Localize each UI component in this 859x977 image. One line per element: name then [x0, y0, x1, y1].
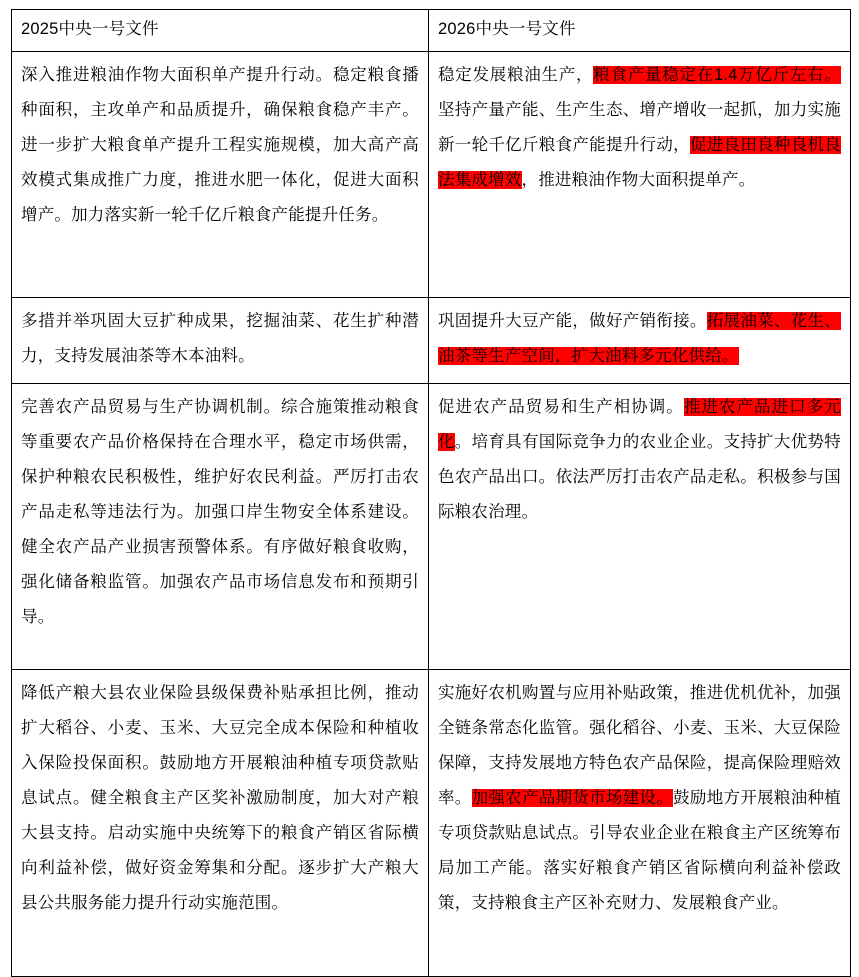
cell-2026-row-3: [429, 384, 851, 670]
table-body: [12, 52, 851, 977]
plain-text: ，推进粮油作物大面积提单产。: [521, 171, 756, 189]
plain-text: 坚持产量产能、生产生态、增产增收一起抓，加力实施新一轮千亿斤粮食产能提升行动，: [438, 101, 841, 154]
plain-text: 稳定发展粮油生产，: [438, 66, 594, 84]
table-row: [12, 384, 851, 670]
table-header-row: [12, 10, 851, 52]
highlighted-text: 拓展油菜、花生、油茶等生产空间，扩大油料多元化供给。: [438, 312, 842, 365]
policy-comparison-table: [11, 9, 851, 977]
plain-text: 巩固提升大豆产能，做好产销衔接。: [438, 312, 707, 330]
plain-text: 实施好农机购置与应用补贴政策，推进优机优补，加强全链条常态化监管。强化稻谷、小麦、玉米、大豆保险保障，支持发展地方特色农产品保险，提高保险理赔效率。: [438, 684, 841, 807]
highlighted-text: 推进农产品进口多元化: [438, 398, 841, 451]
table-row: [12, 52, 851, 298]
column-header-2026: 2026中央一号文件: [429, 10, 851, 52]
highlighted-text: 粮食产量稳定在1.4万亿斤左右。: [593, 66, 841, 84]
cell-2025-row-2: [12, 298, 429, 384]
cell-text: [438, 58, 841, 198]
column-header-2025: 2025中央一号文件: [12, 10, 429, 52]
plain-text: 促进农产品贸易和生产相协调。: [438, 398, 684, 416]
highlighted-text: 加强农产品期货市场建设。: [471, 789, 674, 807]
table-header: [12, 10, 851, 52]
plain-text: 。培育具有国际竞争力的农业企业。支持扩大优势特色农产品出口。依法严厉打击农产品走私。积极参与国际粮农治理。: [438, 433, 841, 521]
plain-text: 鼓励地方开展粮油种植专项贷款贴息试点。引导农业企业在粮食主产区统筹布局加工产能。落实好粮食产销区省际横向利益补偿政策，支持粮食主产区补充财力、发展粮食产业。: [438, 789, 841, 912]
cell-2026-row-4: [429, 670, 851, 977]
cell-text: [438, 390, 841, 530]
highlighted-text: 促进良田良种良机良法集成增效: [438, 136, 841, 189]
cell-2025-row-3: [12, 384, 429, 670]
table-row: [12, 670, 851, 977]
cell-2025-row-4: [12, 670, 429, 977]
cell-text: [21, 676, 419, 921]
cell-text: [438, 304, 841, 374]
cell-2026-row-2: [429, 298, 851, 384]
plain-text: 多措并举巩固大豆扩种成果，挖掘油菜、花生扩种潜力，支持发展油茶等木本油料。: [21, 312, 419, 365]
cell-text: [438, 676, 841, 921]
plain-text: 深入推进粮油作物大面积单产提升行动。稳定粮食播种面积，主攻单产和品质提升，确保粮食稳产丰产。进一步扩大粮食单产提升工程实施规模，加大高产高效模式集成推广力度，推进水肥一体化，促进大面积增产。加力落实新一轮千亿斤粮食产能提升任务。: [21, 66, 419, 224]
cell-2025-row-1: [12, 52, 429, 298]
plain-text: 完善农产品贸易与生产协调机制。综合施策推动粮食等重要农产品价格保持在合理水平，稳定市场供需，保护种粮农民积极性，维护好农民利益。严厉打击农产品走私等违法行为。加强口岸生物安全体系建设。健全农产品产业损害预警体系。有序做好粮食收购，强化储备粮监管。加强农产品市场信息发布和预期引导。: [21, 398, 419, 626]
cell-2026-row-1: [429, 52, 851, 298]
cell-text: [21, 304, 419, 374]
cell-text: [21, 390, 419, 635]
table-row: [12, 298, 851, 384]
plain-text: 降低产粮大县农业保险县级保费补贴承担比例，推动扩大稻谷、小麦、玉米、大豆完全成本保险和种植收入保险投保面积。鼓励地方开展粮油种植专项贷款贴息试点。健全粮食主产区奖补激励制度，加大对产粮大县支持。启动实施中央统筹下的粮食产销区省际横向利益补偿，做好资金筹集和分配。逐步扩大产粮大县公共服务能力提升行动实施范围。: [21, 684, 419, 912]
cell-text: [21, 58, 419, 233]
